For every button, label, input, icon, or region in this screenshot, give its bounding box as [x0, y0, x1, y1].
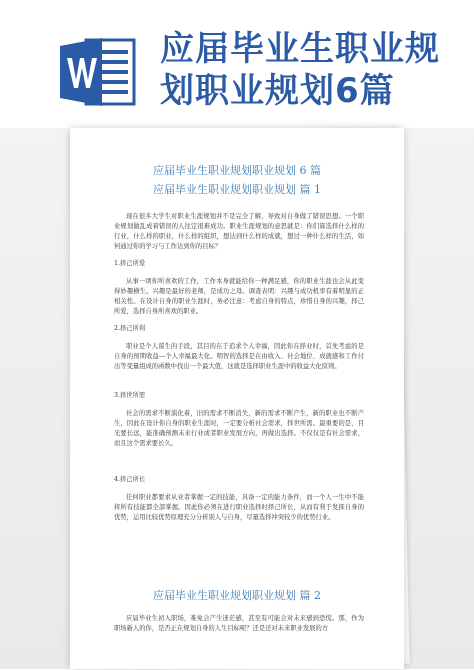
- section-2-heading: 应届毕业生职业规划职业规划 篇 2: [153, 589, 321, 602]
- section-1-heading: 应届毕业生职业规划职业规划 篇 1: [153, 183, 321, 196]
- section-4-title: 4.择己所长: [114, 476, 146, 483]
- section-5-body: 应届毕业生初入职场，难免会产生迷茫感，甚至有可能会对未来感到恐慌。那，作为职场新人的你，是否正在规划自身的人生目标呢？还是还对未来职业发展的方: [114, 615, 364, 632]
- intro-paragraph: 现在很多大学生对职业生涯规划并不是完全了解，导致对自身做了错误思想。一个职业规划做乱成着错误的人往定很难成功。职业生涯规划的意思就是：你们算选择什么样的行业，什么样的职业，什么样的组织，想达到什么样的成就，想过一种什么样的生活，如何通过你的学习与工作达到你的目标？: [114, 213, 364, 250]
- section-3-title: 3.择世所需: [114, 392, 146, 399]
- word-document-icon: [58, 36, 138, 108]
- section-2-body: 职业是个人谋生的手段，其目的在于追求个人幸福，因此你在择业时，首先考虑的是自身的预期收益—个人幸福最大化。明智的选择是在由收入、社会地位、成就感和工作付出等变量组成的函数中找出一个最大值，这就是选择职业生涯中的收益大化原则。: [114, 343, 364, 370]
- section-4-body: 任何职业都要求从业者掌握一定的技能，具备一定的能力条件，而一个人一生中不能将所有技能都全部掌握。因此你必须在进行职业选择时择己所长，从而有利于发挥自身的优势，运用比较优势原理充分分析别人与自身，尽量选择冲突较少的优势行业。: [114, 494, 364, 521]
- banner: [0, 0, 474, 128]
- section-1-title: 1.择己所爱: [114, 260, 146, 267]
- document-page: [70, 128, 404, 669]
- section-3-body: 社会的需求不断演化着，旧的需求不断消失，新的需求不断产生，新的职业也不断产生，因此在设计你自身的职业生涯时，一定要分析社会需求，择世所需。最重要的是，目光要长远，能准确预测未来行业或者职业发展方向，再做出选择。不仅仅是有社会需求，而且这个需求要长久。: [114, 410, 364, 447]
- section-1-body: 从事一项你所喜欢的工作，工作本身就能给你一种满足感，你的职业生涯也会从此变得妙趣横生。兴趣是最好的老师，是成功之母。调查表明：兴趣与成功机率有着明显的正相关性。在设计自身的职业生涯时，务必注意：考虑自身的特点，珍惜自身的兴趣，择己所爱，选择自身所喜欢的职业。: [114, 278, 364, 315]
- banner-title: 应届毕业生职业规划职业规划6篇: [160, 29, 440, 111]
- section-2-title: 2.择己所利: [114, 325, 146, 332]
- document-title: 应届毕业生职业规划职业规划 6 篇: [153, 164, 321, 177]
